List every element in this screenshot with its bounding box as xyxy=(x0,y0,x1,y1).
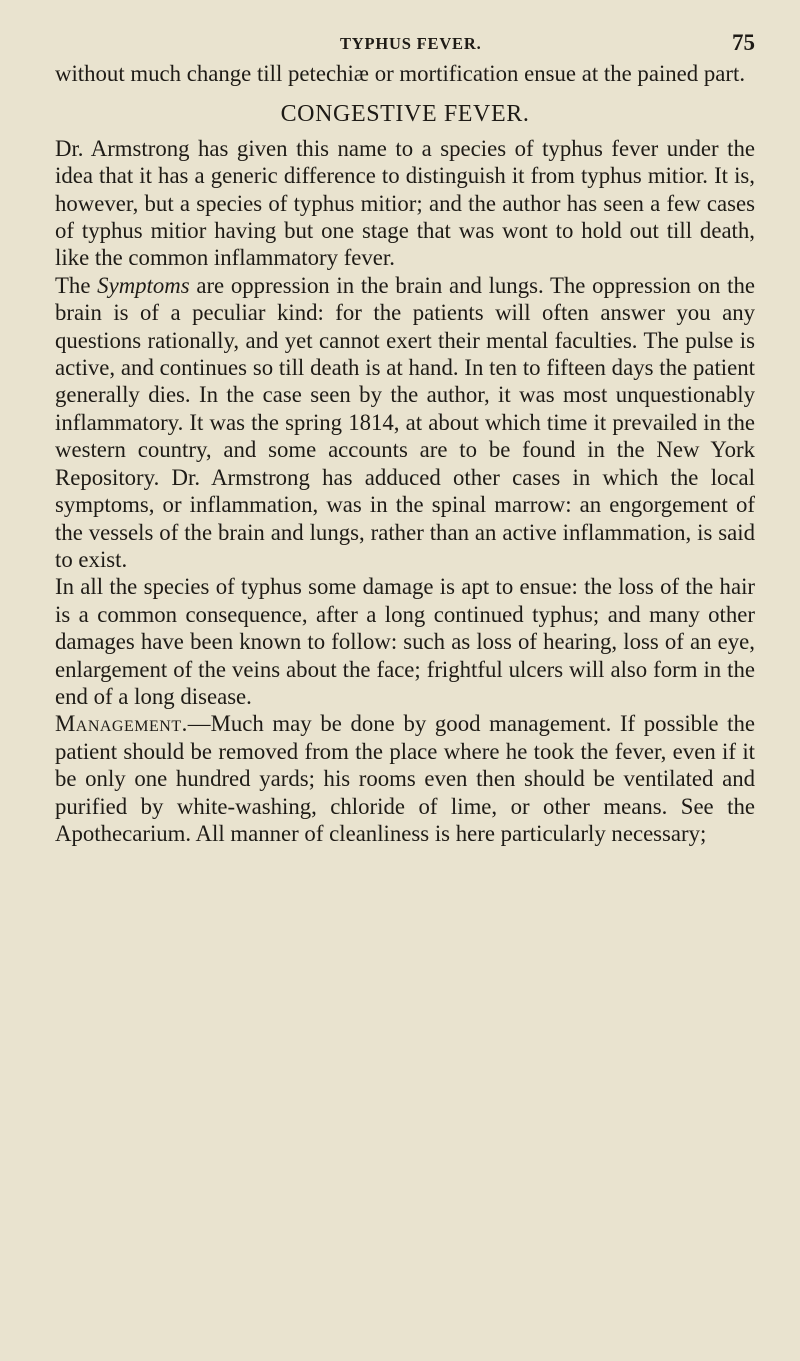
management-text: —Much may be done by good management. If possible the patient should be removed from the place where he took the fever, even if it be only one hundred yards; his rooms even then should be ventilated and purified by white-washing, chloride of lime, or other means. See the Apothecarium. All manner of cleanliness is here particularly necessary; xyxy=(55,711,755,846)
symptoms-text: are oppression in the brain and lungs. The oppression on the brain is of a peculiar kind: for the patients will often answer you any questions rationally, and yet cannot exert their mental faculties. The pulse is active, and continues so till death is at hand. In ten to fifteen days the patient generally dies. In the case seen by the author, it was most unquestionably inflammatory. It was the spring 1814, at about which time it prevailed in the western country, and some accounts are to be found in the New York Repository. Dr. Armstrong has adduced other cases in which the local symptoms, or inflammation, was in the spinal marrow: an engorgement of the vessels of the brain and lungs, rather than an active inflammation, is said to exist. xyxy=(55,272,755,572)
paragraph-damages: In all the species of typhus some damage is apt to ensue: the loss of the hair is a common consequence, after a long continued typhus; and many other damages have been known to follow: such as loss of hearing, loss of an eye, enlargement of the veins about the face; frightful ulcers will also form in the end of a long disease. xyxy=(55,574,755,709)
running-title: TYPHUS FEVER. xyxy=(340,34,482,53)
paragraph-symptoms xyxy=(55,272,755,573)
page-number: 75 xyxy=(732,30,755,55)
body-text xyxy=(55,60,755,847)
symptoms-lead: The xyxy=(55,272,98,298)
paragraph-definition: Dr. Armstrong has given this name to a species of typhus fever under the idea that it has a generic difference to distinguish it from typhus mitior. It is, however, but a species of typhus mitior; and the author has seen a few cases of typhus mitior having but one stage that was wont to hold out till death, like the common inflammatory fever. xyxy=(55,135,755,271)
symptoms-term: Symptoms xyxy=(97,272,190,298)
paragraph-management xyxy=(55,710,755,847)
section-heading: CONGESTIVE FEVER. xyxy=(280,101,530,128)
management-label: Management. xyxy=(55,711,188,737)
running-head xyxy=(55,30,755,60)
opening-paragraph: without much change till petechiæ or mortification ensue at the pained part. xyxy=(55,61,746,86)
